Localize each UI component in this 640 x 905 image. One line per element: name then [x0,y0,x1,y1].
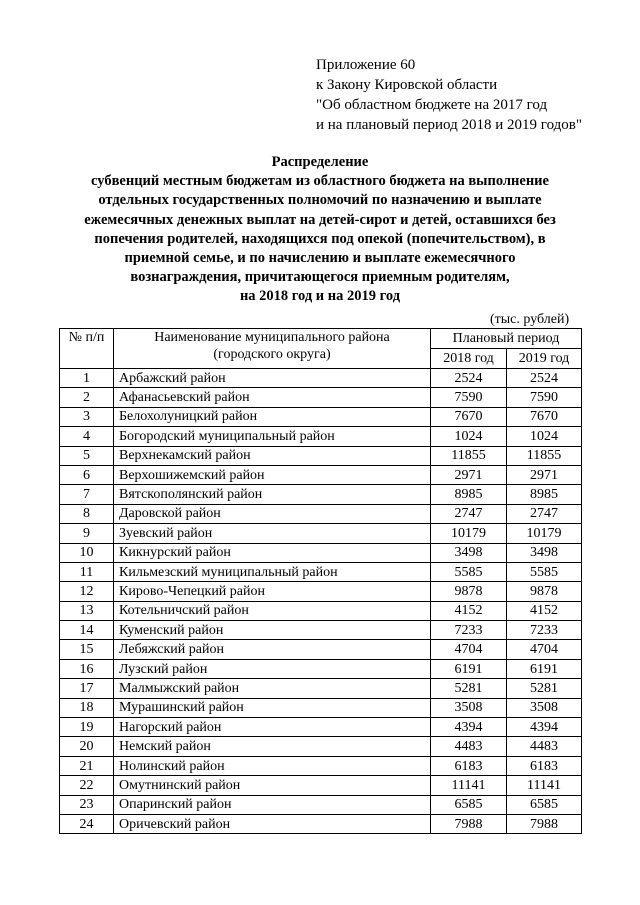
table-row [60,485,582,504]
document-heading [60,153,580,307]
row-value-2019: 2524 [507,369,582,388]
heading-line: субвенций местным бюджетам из областного бюджета на выполнение [91,173,549,190]
table-row [60,795,582,814]
row-value-2019: 6191 [507,659,582,678]
header-name-line1: Наименование муниципального района [154,330,390,345]
row-number: 2 [60,388,114,407]
row-value-2018: 11855 [431,446,507,465]
row-number: 4 [60,427,114,446]
row-value-2018: 4483 [431,737,507,756]
heading-line: на 2018 год и на 2019 год [239,288,401,305]
table-row [60,504,582,523]
heading-line: ежемесячных денежных выплат на детей-сирот и детей, оставшихся без [84,211,556,228]
row-value-2018: 7233 [431,621,507,640]
row-value-2018: 7590 [431,388,507,407]
table-row [60,814,582,833]
row-value-2018: 3508 [431,698,507,717]
table-row [60,582,582,601]
table-row [60,737,582,756]
row-district-name: Верхнекамский район [114,446,431,465]
row-number: 14 [60,621,114,640]
header-planned-period: Плановый период [431,329,582,349]
row-value-2019: 2971 [507,465,582,484]
table-row [60,407,582,426]
row-value-2019: 7988 [507,814,582,833]
appendix-law-period: и на плановый период 2018 и 2019 годов" [316,117,582,133]
row-number: 6 [60,465,114,484]
row-value-2018: 11141 [431,776,507,795]
row-district-name: Мурашинский район [114,698,431,717]
table-row [60,601,582,620]
row-value-2018: 7988 [431,814,507,833]
row-value-2019: 1024 [507,427,582,446]
row-value-2019: 11855 [507,446,582,465]
row-district-name: Зуевский район [114,524,431,543]
row-district-name: Малмыжский район [114,679,431,698]
table-row [60,659,582,678]
row-value-2018: 3498 [431,543,507,562]
row-district-name: Даровской район [114,504,431,523]
row-number: 13 [60,601,114,620]
subsidy-table [59,328,582,834]
table-row [60,369,582,388]
row-number: 23 [60,795,114,814]
row-value-2019: 7670 [507,407,582,426]
appendix-law: к Закону Кировской области [316,77,498,93]
row-value-2019: 4394 [507,718,582,737]
header-name-line2: (городского округа) [213,347,331,362]
row-value-2019: 11141 [507,776,582,795]
row-number: 15 [60,640,114,659]
row-value-2018: 2971 [431,465,507,484]
row-number: 7 [60,485,114,504]
row-number: 18 [60,698,114,717]
row-value-2018: 2524 [431,369,507,388]
row-district-name: Оричевский район [114,814,431,833]
row-number: 1 [60,369,114,388]
table-row [60,718,582,737]
header-number: № п/п [60,329,114,369]
units-label: (тыс. рублей) [490,312,570,327]
row-district-name: Опаринский район [114,795,431,814]
row-number: 17 [60,679,114,698]
header-2019: 2019 год [507,349,582,369]
row-district-name: Немский район [114,737,431,756]
row-number: 12 [60,582,114,601]
row-district-name: Лебяжский район [114,640,431,659]
table-row [60,524,582,543]
row-value-2018: 4704 [431,640,507,659]
row-value-2019: 3498 [507,543,582,562]
row-value-2018: 6585 [431,795,507,814]
row-district-name: Куменский район [114,621,431,640]
row-number: 20 [60,737,114,756]
row-number: 10 [60,543,114,562]
row-value-2019: 5585 [507,562,582,581]
row-value-2019: 6183 [507,756,582,775]
row-district-name: Кильмезский муниципальный район [114,562,431,581]
row-value-2018: 5281 [431,679,507,698]
row-district-name: Кикнурский район [114,543,431,562]
appendix-number: Приложение 60 [316,57,416,73]
row-value-2018: 9878 [431,582,507,601]
table-row [60,756,582,775]
row-value-2019: 8985 [507,485,582,504]
row-number: 5 [60,446,114,465]
row-value-2018: 4152 [431,601,507,620]
row-district-name: Нолинский район [114,756,431,775]
row-value-2019: 2747 [507,504,582,523]
row-value-2018: 4394 [431,718,507,737]
row-value-2018: 5585 [431,562,507,581]
row-number: 24 [60,814,114,833]
row-district-name: Богородский муниципальный район [114,427,431,446]
row-value-2018: 7670 [431,407,507,426]
row-value-2019: 3508 [507,698,582,717]
table-row [60,427,582,446]
row-district-name: Афанасьевский район [114,388,431,407]
table-row [60,465,582,484]
table-row [60,698,582,717]
row-number: 21 [60,756,114,775]
table-row [60,679,582,698]
table-row [60,388,582,407]
row-value-2019: 10179 [507,524,582,543]
row-number: 19 [60,718,114,737]
row-number: 16 [60,659,114,678]
row-district-name: Арбажский район [114,369,431,388]
row-district-name: Котельничский район [114,601,431,620]
row-value-2019: 4152 [507,601,582,620]
row-number: 11 [60,562,114,581]
row-district-name: Кирово-Чепецкий район [114,582,431,601]
appendix-reference [316,55,582,135]
row-district-name: Лузский район [114,659,431,678]
appendix-law-title: "Об областном бюджете на 2017 год [316,97,548,113]
row-value-2019: 7590 [507,388,582,407]
table-body [60,369,582,834]
heading-line: Распределение [271,154,369,170]
heading-line: отдельных государственных полномочий по назначению и выплате [98,192,542,209]
row-value-2019: 5281 [507,679,582,698]
header-2018: 2018 год [431,349,507,369]
row-value-2018: 1024 [431,427,507,446]
row-district-name: Верхошижемский район [114,465,431,484]
table-row [60,776,582,795]
row-number: 22 [60,776,114,795]
row-value-2018: 2747 [431,504,507,523]
table-row [60,621,582,640]
row-value-2019: 4483 [507,737,582,756]
row-district-name: Нагорский район [114,718,431,737]
heading-line: вознаграждения, причитающегося приемным родителям, [130,269,510,286]
table-row [60,640,582,659]
table-row [60,446,582,465]
heading-line: попечения родителей, находящихся под опекой (попечительством), в [94,230,546,247]
row-value-2018: 8985 [431,485,507,504]
row-value-2018: 10179 [431,524,507,543]
heading-line: приемной семье, и по начислению и выплате ежемесячного [124,250,516,267]
row-value-2019: 4704 [507,640,582,659]
row-value-2019: 7233 [507,621,582,640]
table-row [60,562,582,581]
row-number: 8 [60,504,114,523]
table-row [60,543,582,562]
row-number: 9 [60,524,114,543]
row-value-2019: 6585 [507,795,582,814]
row-value-2018: 6183 [431,756,507,775]
row-district-name: Омутнинский район [114,776,431,795]
row-value-2018: 6191 [431,659,507,678]
row-number: 3 [60,407,114,426]
row-district-name: Белохолуницкий район [114,407,431,426]
row-value-2019: 9878 [507,582,582,601]
row-district-name: Вятскополянский район [114,485,431,504]
header-name [114,329,431,369]
